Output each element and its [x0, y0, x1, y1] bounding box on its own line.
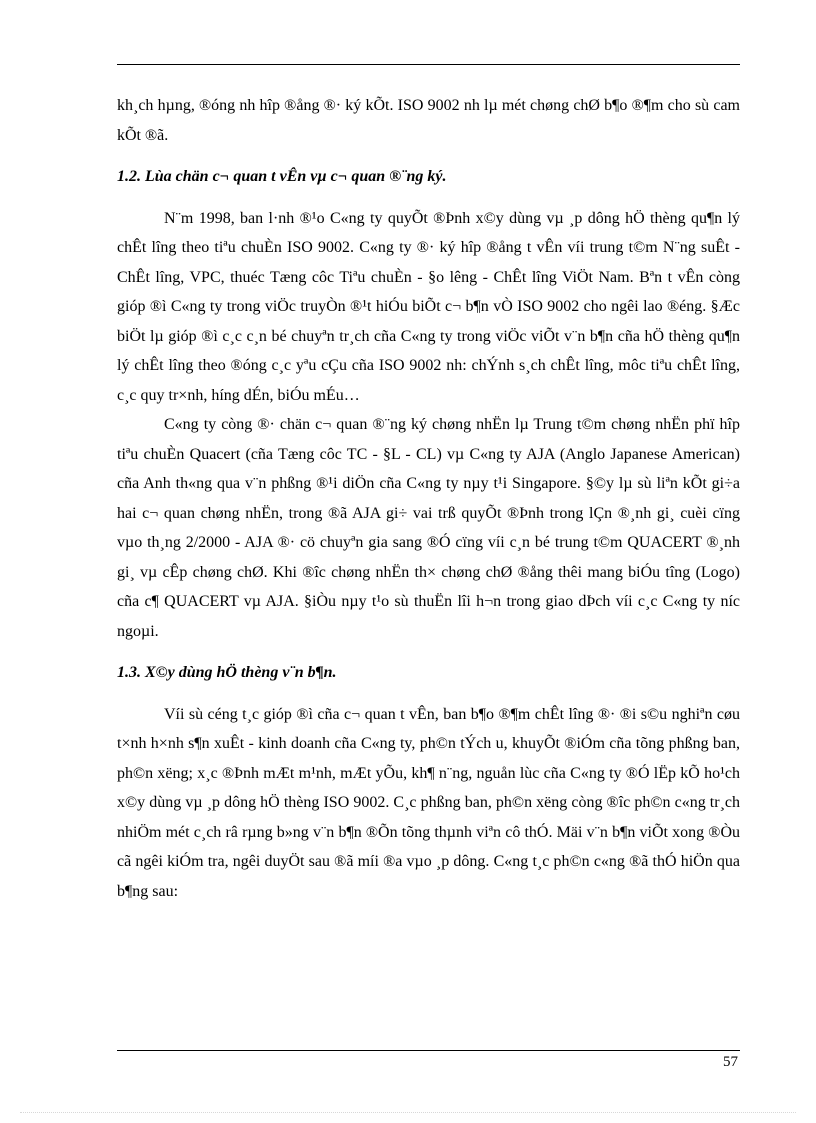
body-paragraph: kh¸ch hµng, ®óng nh hîp ®ång ®· ký kÕt. ISO 9002 nh lµ mét chøng chØ b¶o ®¶m cho sù cam kÕt ®ã.: [117, 97, 740, 144]
body-paragraph: N¨m 1998, ban l·nh ®¹o C«ng ty quyÕt ®Þnh x©y dùng vµ ¸p dông hÖ thèng qu¶n lý chÊt lîng theo tiªu chuÈn ISO 9002. C«ng ty ®· ký hîp ®ång t vÊn víi trung t©m N¨ng suÊt - ChÊt lîng, VPC, thuéc Tæng côc Tiªu chuÈn - §o lêng - ChÊt lîng ViÖt Nam. Bªn t vÊn còng gióp ®ì C«ng ty trong viÖc truyÒn ®¹t hiÓu biÕt c¬ b¶n vÒ ISO 9002 cho ngêi lao ®éng. §Æc biÖt lµ gióp ®ì c¸c c¸n bé chuyªn tr¸ch cña C«ng ty trong viÖc viÕt v¨n b¶n cña hÖ thèng qu¶n lý chÊt lîng theo ®óng c¸c yªu cÇu cña ISO 9002 nh: chÝnh s¸ch chÊt lîng, môc tiªu chÊt lîng, c¸c quy tr×nh, híng dÉn, biÓu mÉu…: [117, 209, 740, 404]
footer-rule: [117, 1050, 740, 1051]
page-edge-divider: [20, 1112, 796, 1113]
document-body: [117, 91, 740, 906]
body-paragraph: Víi sù céng t¸c gióp ®ì cña c¬ quan t vÊn, ban b¶o ®¶m chÊt lîng ®· ®i s©u nghiªn cøu t×nh h×nh s¶n xuÊt - kinh doanh cña C«ng ty, ph©n tÝch u, khuyÕt ®iÓm cña tõng phßng ban, ph©n xëng; x¸c ®Þnh mÆt m¹nh, mÆt yÕu, kh¶ n¨ng, nguån lùc cña C«ng ty ®Ó lËp kÕ ho¹ch x©y dùng vµ ¸p dông hÖ thèng ISO 9002. C¸c phßng ban, ph©n xëng còng ®îc ph©n c«ng tr¸ch nhiÖm mét c¸ch râ rµng b»ng v¨n b¶n ®Õn tõng thµnh viªn cô thÓ. Mäi v¨n b¶n viÕt xong ®Òu cã ngêi kiÓm tra, ngêi duyÖt sau ®ã míi ®a vµo ¸p dông. C«ng t¸c ph©n c«ng ®ã thÓ hiÖn qua b¶ng sau:: [117, 705, 740, 900]
body-paragraph: C«ng ty còng ®· chän c¬ quan ®¨ng ký chøng nhËn lµ Trung t©m chøng nhËn phï hîp tiªu chuÈn Quacert (cña Tæng côc TC - §L - CL) vµ C«ng ty AJA (Anglo Japanese American) cña Anh th«ng qua v¨n phßng ®¹i diÖn cña C«ng ty nµy t¹i Singapore. §©y lµ sù liªn kÕt gi÷a hai c¬ quan chøng nhËn, trong ®ã AJA gi÷ vai trß quyÕt ®Þnh trong lÇn ®¸nh gi¸ cuèi cïng vµo th¸ng 2/2000 - AJA ®· cö chuyªn gia sang ®Ó cïng víi c¸n bé trung t©m QUACERT ®¸nh gi¸ vµ cÊp chøng chØ. Khi ®îc chøng nhËn th× chøng chØ ®ång thêi mang biÓu tîng (Logo) cña c¶ QUACERT vµ AJA. §iÒu nµy t¹o sù thuËn lîi h¬n trong giao dÞch víi c¸c C«ng ty níc ngoµi.: [117, 416, 740, 640]
page-number: 57: [723, 1054, 738, 1070]
header-rule: [117, 64, 740, 65]
section-heading-1-3: 1.3. X©y dùng hÖ thèng v¨n b¶n.: [117, 664, 337, 681]
section-heading-1-2: 1.2. Lùa chän c¬ quan t vÊn vµ c¬ quan ®¨ng ký.: [117, 168, 447, 185]
